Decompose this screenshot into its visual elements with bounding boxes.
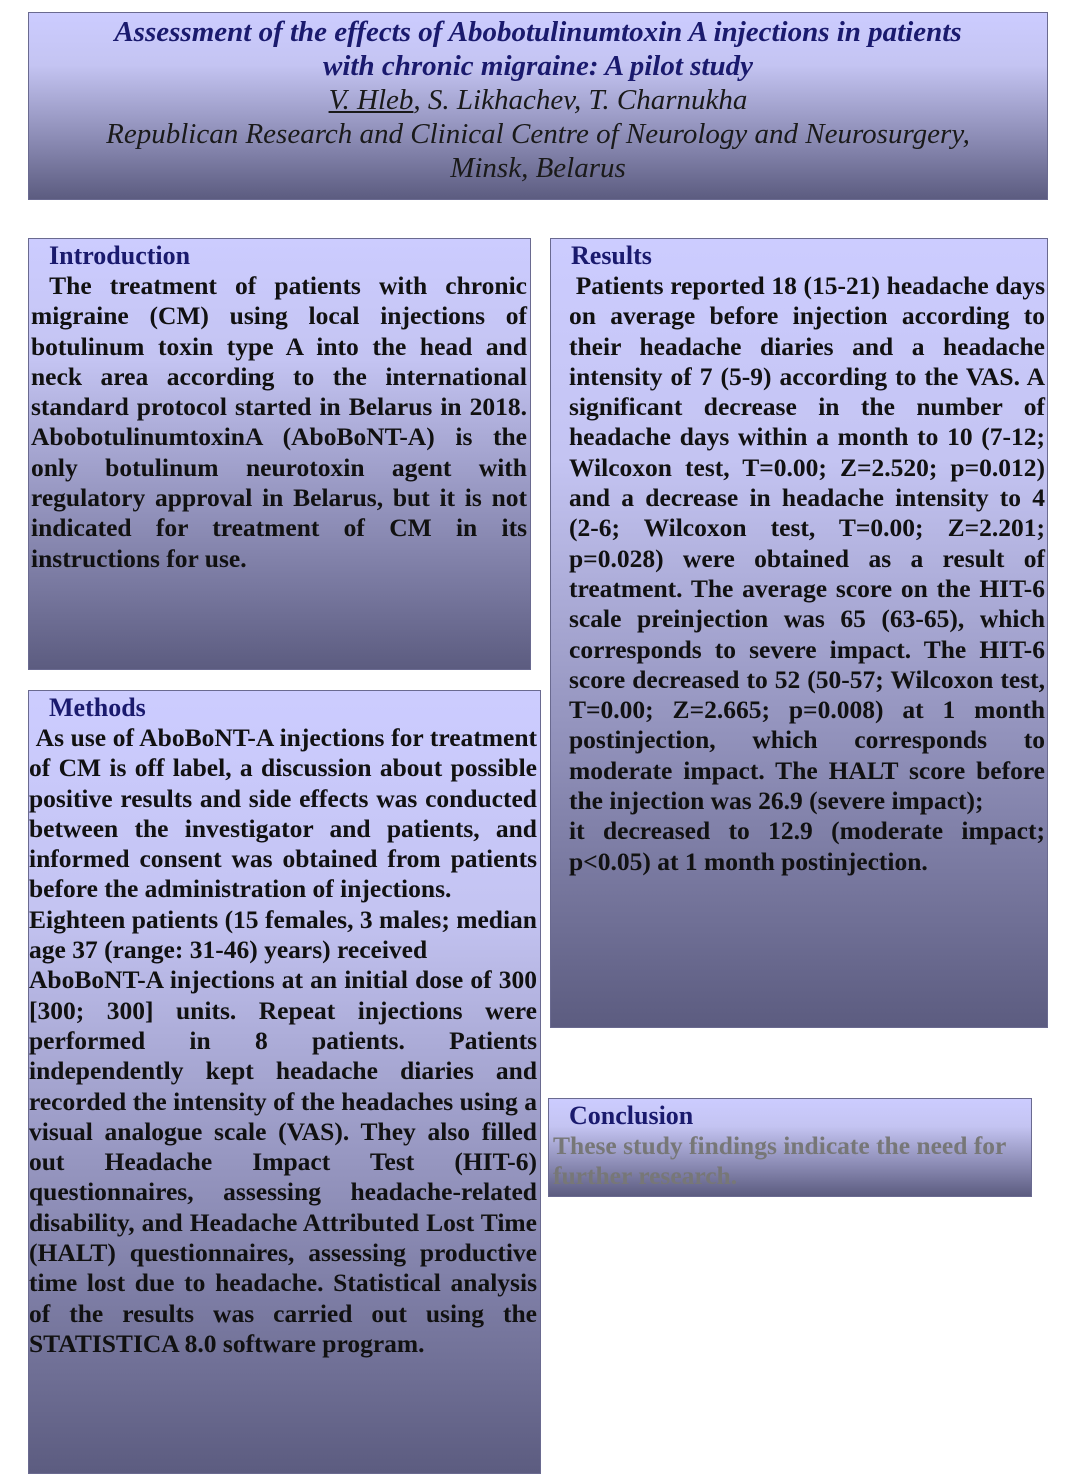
- results-paragraph-2: it decreased to 12.9 (moderate impact; p<0.05) at 1 month postinjection.: [569, 816, 1045, 876]
- methods-paragraph-2: Eighteen patients (15 females, 3 males; median age 37 (range: 31-46) years) received: [29, 904, 537, 965]
- methods-text: [29, 723, 537, 1359]
- affiliation-line-2: Minsk, Belarus: [450, 152, 626, 184]
- methods-paragraph-3: AboBoNT-A injections at an initial dose of 300 [300; 300] units. Repeat injections were performed in 8 patients. Patients independently kept headache diaries and recorded the intensity of the headaches using a visual analogue scale (VAS). They also filled out Headache Impact Test (HIT-6) questionnaires, assessing headache-related disability, and Headache Attributed Lost Time (HALT) questionnaires, assessing productive time lost due to headache. Statistical analysis of the results was carried out using the STATISTICA 8.0 software program.: [29, 965, 537, 1358]
- results-paragraph-1: Patients reported 18 (15-21) headache days on average before injection according to their headache diaries and a headache intensity of 7 (5-9) according to the VAS. A significant decrease in the number of headache days within a month to 10 (7-12; Wilcoxon test, T=0.00; Z=2.520; p=0.012) and a decrease in headache intensity to 4 (2-6; Wilcoxon test, T=0.00; Z=2.201; p=0.028) were obtained as a result of treatment. The average score on the HIT-6 scale preinjection was 65 (63-65), which corresponds to severe impact. The HIT-6 score decreased to 52 (50-57; Wilcoxon test, T=0.00; Z=2.665; p=0.008) at 1 month postinjection, which corresponds to moderate impact. The HALT score before the injection was 26.9 (severe impact);: [569, 271, 1045, 816]
- introduction-heading: Introduction: [49, 241, 191, 270]
- conclusion-section: [548, 1098, 1032, 1197]
- presenting-author: V. Hleb: [328, 84, 414, 116]
- conclusion-heading: Conclusion: [569, 1101, 694, 1130]
- introduction-text: [31, 271, 527, 574]
- introduction-paragraph: The treatment of patients with chronic migraine (CM) using local injections of botulinum toxin type A into the head and neck area according to the international standard protocol started in Belarus in 2018. AbobotulinumtoxinA (AboBoNT-A) is the only botulinum neurotoxin agent with regulatory approval in Belarus, but it is not indicated for treatment of CM in its instructions for use.: [31, 271, 527, 573]
- affiliation: [29, 117, 1047, 185]
- author-list: [29, 83, 1047, 117]
- introduction-section: [28, 238, 531, 670]
- poster-title: [39, 15, 1037, 83]
- conclusion-paragraph: These study findings indicate the need for further research.: [553, 1131, 1006, 1191]
- poster-title-line-1: Assessment of the effects of Abobotulinumtoxin A injections in patients: [114, 16, 962, 48]
- methods-heading: Methods: [49, 693, 146, 722]
- co-authors: , S. Likhachev, T. Charnukha: [413, 84, 748, 116]
- methods-paragraph-1: As use of AboBoNT-A injections for treatment of CM is off label, a discussion about possible positive results and side effects was conducted between the investigator and patients, and informed consent was obtained from patients before the administration of injections.: [29, 723, 537, 904]
- conclusion-text: [553, 1131, 1029, 1192]
- affiliation-line-1: Republican Research and Clinical Centre of Neurology and Neurosurgery,: [106, 118, 970, 150]
- poster-title-line-2: with chronic migraine: A pilot study: [323, 50, 753, 82]
- results-heading: Results: [571, 241, 652, 270]
- results-text: [569, 271, 1045, 877]
- results-section: [550, 238, 1048, 1028]
- methods-section: [28, 690, 541, 1474]
- poster-header: [28, 12, 1048, 200]
